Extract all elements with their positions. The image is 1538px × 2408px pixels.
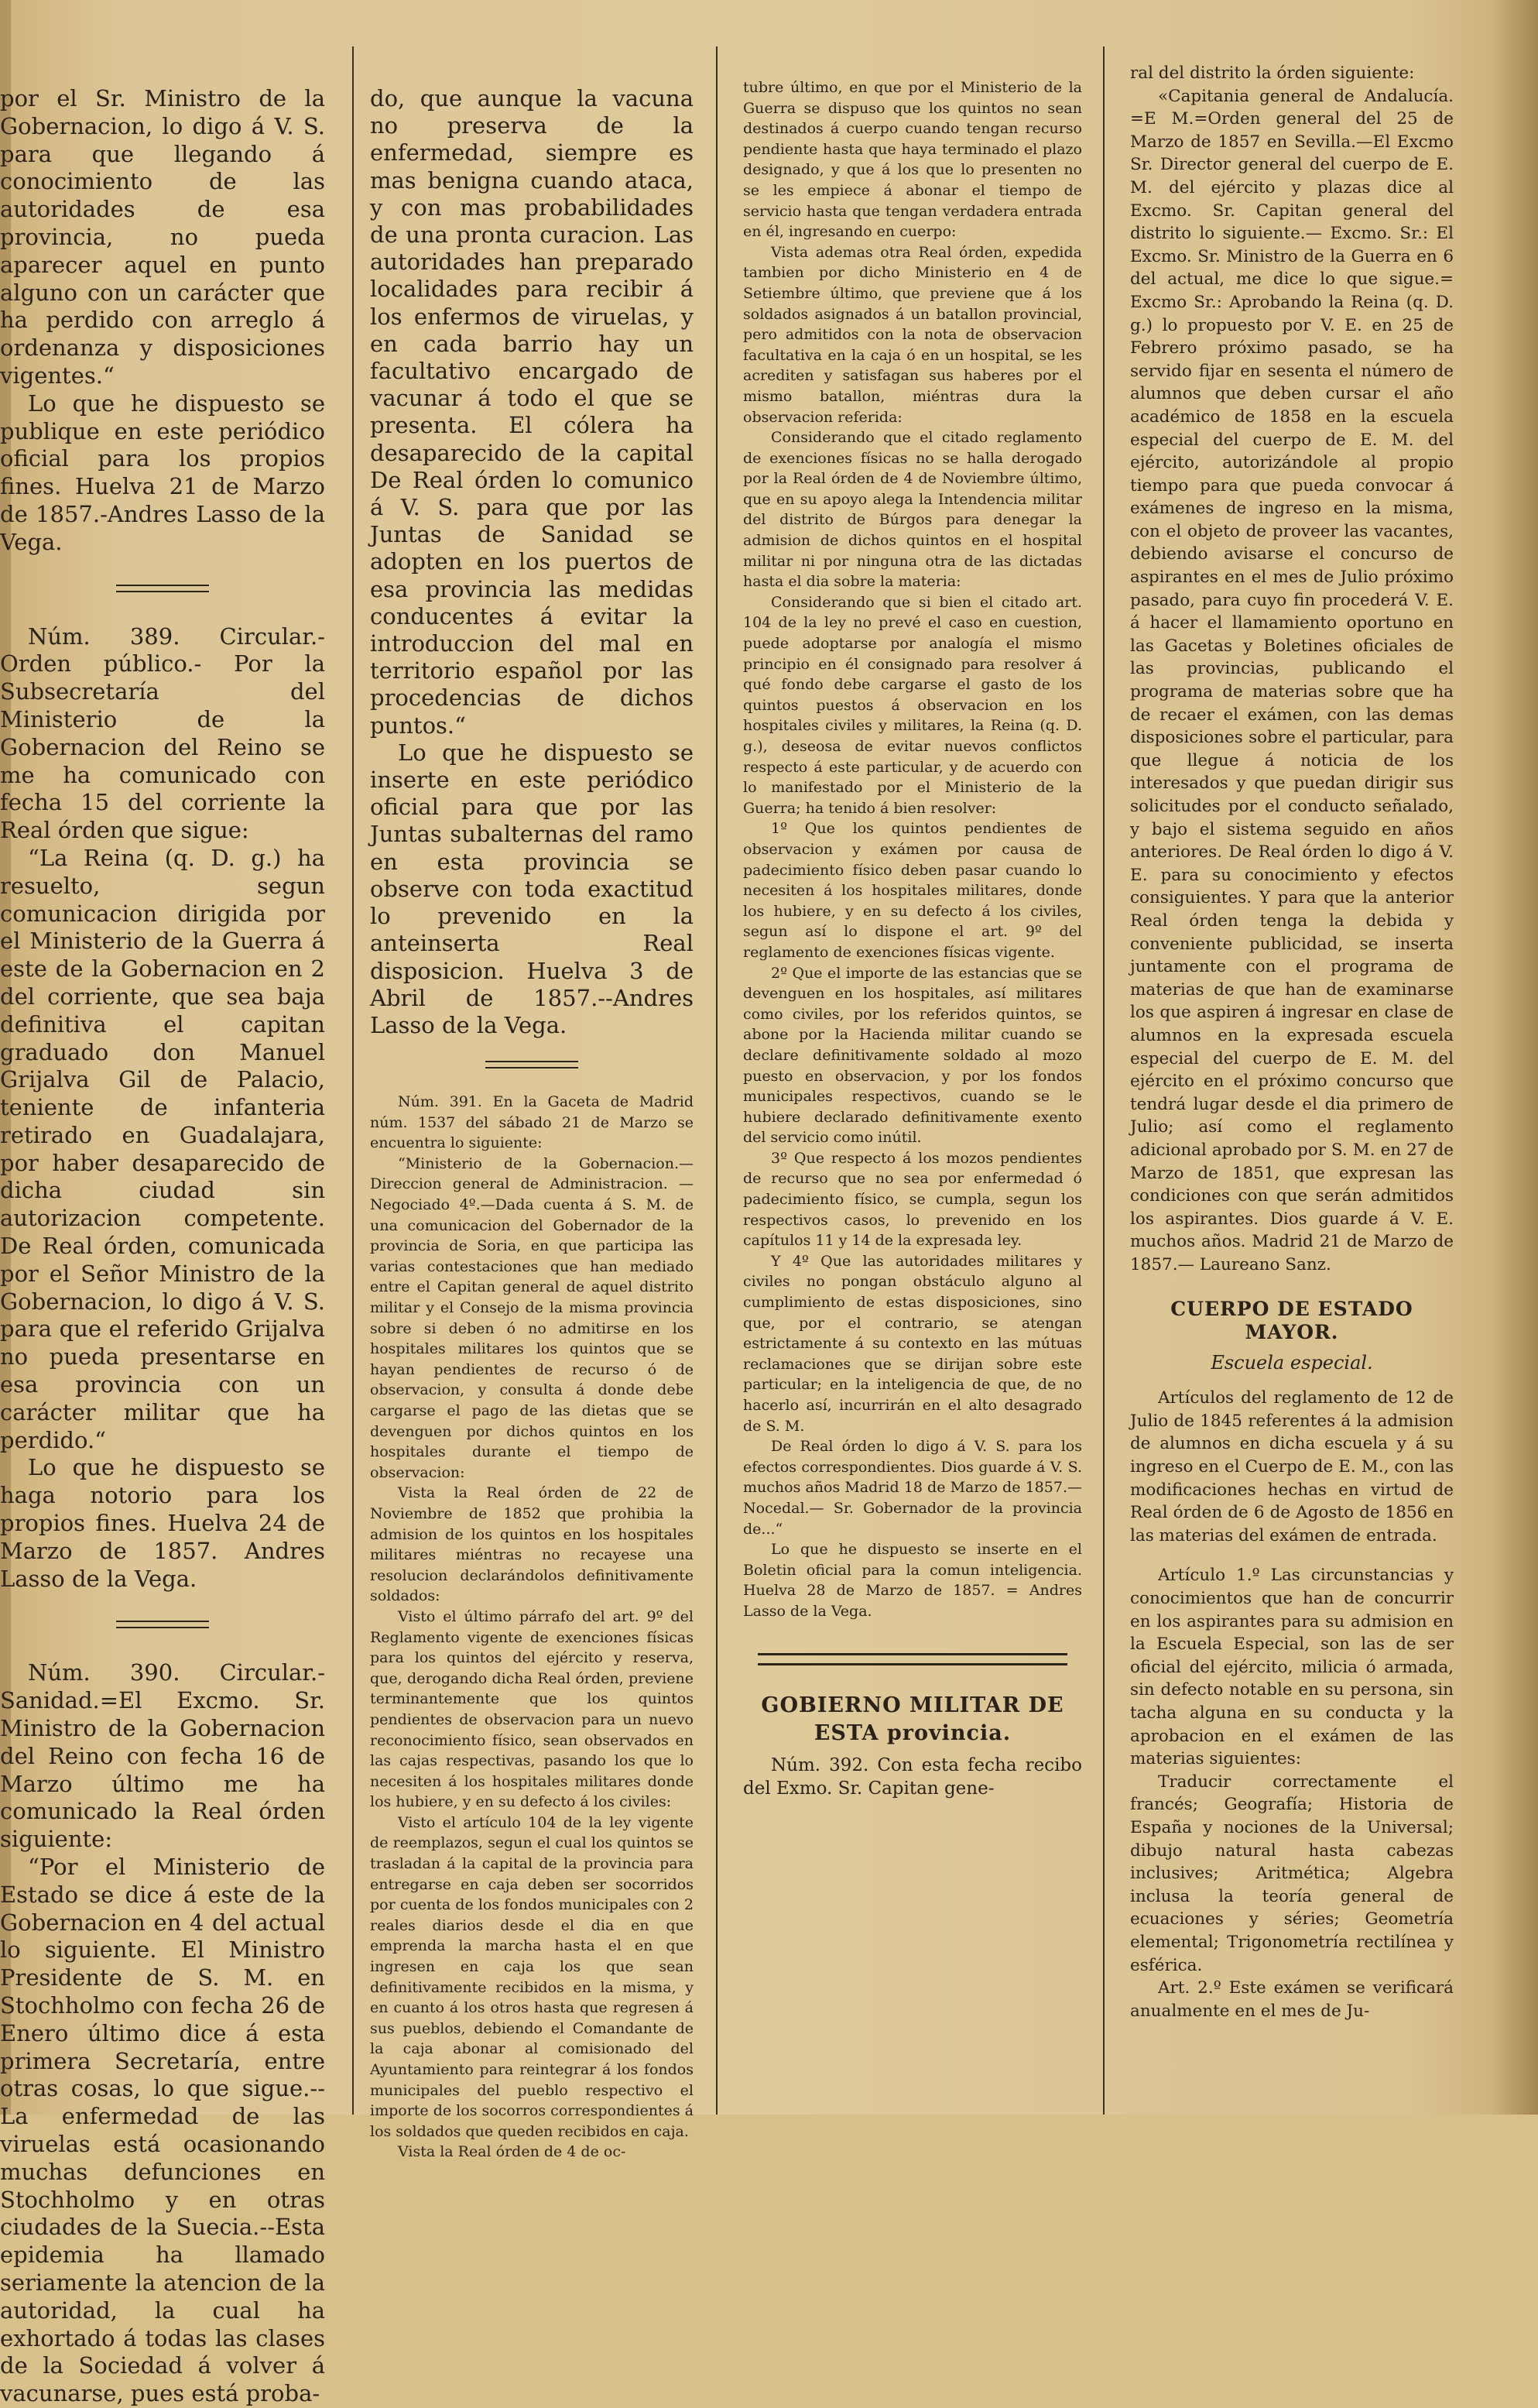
paragraph: «Capitania general de Andalucía. =E M.=Orden general del 25 de Marzo de 1857 en Sevilla.—El Excmo Sr. Director general del cuerpo de E. M. del ejército y plazas dice al Excmo. Sr. Capitan general del distrito lo siguiente.— Excmo. Sr.: El Excmo. Sr. Ministro de la Guerra en 6 del actual, me dice lo que sigue.= Excmo Sr.: Aprobando la Reina (q. D. g.) lo propuesto por V. E. en 25 de Febrero próximo pasado, se ha servido fijar en sesenta el número de alumnos que deben cursar el año académico de 1858 en la escuela especial del cuerpo de E. M. del ejército, autorizándole al propio tiempo para que pueda convocar á exámenes de ingreso en la misma, con el objeto de proveer las vacantes, debiendo avisarse el concurso de aspirantes en el mes de Julio próximo pasado, para cuyo fin procederá V. E. á hacer el llamamiento oportuno en las Gacetas y Boletines oficiales de las provincias, publicando el programa de materias sobre que ha de recaer el exámen, con las demas disposiciones sobre el particular, para que llegue á noticia de los interesados y que puedan dirigir sus solicitudes por el conducto señalado, y bajo el sistema seguido en años anteriores. De Real órden lo digo á V. E. para su conocimiento y efectos consiguientes. Y para que la anterior Real órden tenga la debida y conveniente publicidad, se inserta juntamente con el programa de materias de que han de examinarse los que aspiren á ingresar en clase de alumnos en la expresada escuela especial del cuerpo de E. M. del ejército en el próximo concurso que tendrá lugar desde el dia primero de Julio; así como el reglamento adicional aprobado por S. M. en 27 de Marzo de 1851, que expresan las condiciones con que serán admitidos los aspirantes. Dios guarde á V. E. muchos años. Madrid 21 de Marzo de 1857.— Laureano Sanz. — [1130, 86, 1454, 1274]
paragraph: Vista ademas otra Real órden, expedida tambien por dicho Ministerio en 4 de Setiembre último, que previene que á los soldados asignados á un batallon provincial, pero admitidos con la nota de observacion facultativa en la caja ó en un hospital, se les acrediten y satisfagan sus haberes por el mismo batallon, miéntras dura la observacion referida: — [743, 243, 1082, 426]
paragraph: Núm. 392. Con esta fecha recibo del Exmo. Sr. Capitan gene- — [743, 1755, 1082, 1799]
section-divider — [116, 585, 209, 592]
paragraph: Vista la Real órden de 22 de Noviembre de 1852 que prohibia la admision de los quintos en los hospitales militares miéntras no recayese una resolucion declarándolos definitivamente soldados: — [370, 1484, 694, 1605]
paragraph: tubre último, en que por el Ministerio de la Guerra se dispuso que los quintos no sean destinados á cuerpo cuando tengan recurso pendiente hasta que haya terminado el plazo designado, y que á los que lo presenten no se les empiece á abonar el tiempo de servicio hasta que tengan verdadera entrada en él, ingresando en cuerpo: — [743, 79, 1082, 241]
column-rule — [716, 46, 718, 2115]
paragraph: Núm. 389. Circular.-Orden público.- Por la Subsecretaría del Ministerio de la Gobernacion del Reino se me ha comunicado con fecha 15 del corriente la Real órden que sigue: — [0, 623, 325, 844]
paragraph: por el Sr. Ministro de la Gobernacion, lo digo á V. S. para que llegando á conocimiento de las autoridades de esa provincia, no pueda aparecer aquel en punto alguno con un carácter que ha perdido con arreglo á ordenanza y disposiciones vigentes.“ — [0, 85, 325, 389]
paragraph: Lo que he dispuesto se inserte en el Boletin oficial para la comun inteligencia. Huelva 28 de Marzo de 1857. = Andres Lasso de la Vega. — [743, 1541, 1082, 1620]
paragraph: “Por el Ministerio de Estado se dice á este de la Gobernacion en 4 del actual lo siguiente. El Ministro Presidente de S. M. en Stochholmo con fecha 26 de Enero último dice á esta primera Secretaría, entre otras cosas, lo que sigue.--La enfermedad de las viruelas está ocasionando muchas defunciones en Stochholmo y en otras ciudades de la Suecia.--Esta epidemia ha llamado seriamente la atencion de la autoridad, la cual ha exhortado á todas las clases de la Sociedad á volver á vacunarse, pues está proba- — [0, 1854, 325, 2407]
column-2 — [370, 85, 694, 2163]
paragraph: Lo que he dispuesto se haga notorio para los propios fines. Huelva 24 de Marzo de 1857. Andres Lasso de la Vega. — [0, 1454, 325, 1592]
section-subheading: Escuela especial. — [1211, 1351, 1373, 1374]
paragraph: Y 4º Que las autoridades militares y civiles no pongan obstáculo alguno al cumplimiento de estas disposiciones, sino que, por el contrario, se atengan estrictamente á su contexto en las mútuas reclamaciones que se dirijan sobre este particular; en la inteligencia de que, de no hacerlo así, incurrirán en el alto desagrado de S. M. — [743, 1252, 1082, 1435]
paragraph: Considerando que si bien el citado art. 104 de la ley no prevé el caso en cuestion, puede adoptarse por analogía el mismo principio en él consignado para resolver á qué fondo debe cargarse el gasto de los quintos puestos á observacion en los hospitales civiles y militares, la Reina (q. D. g.), deseosa de evitar nuevos conflictos respecto á este particular, y de acuerdo con lo manifestado por el Ministerio de la Guerra; ha tenido á bien resolver: — [743, 593, 1082, 817]
paragraph: Artículo 1.º Las circunstancias y conocimientos que han de concurrir en los aspirantes para su admision en la Escuela Especial, son las de ser oficial del ejército, milicia ó armada, sin defecto notable en su persona, sin tacha alguna en su conducta y la aprobacion en el exámen de las materias siguientes: — [1130, 1566, 1454, 1769]
page-shadow-right — [1492, 0, 1538, 2115]
paragraph: 3º Que respecto á los mozos pendientes de recurso que no sea por enfermedad ó padecimiento físico, se cumpla, segun los respectivos casos, lo prevenido en los capítulos 11 y 14 de la expresada ley. — [743, 1149, 1082, 1250]
section-divider — [116, 1621, 209, 1628]
paragraph: do, que aunque la vacuna no preserva de la enfermedad, siempre es mas benigna cuando ataca, y con mas probabilidades de una pronta curacion. Las autoridades han preparado localidades para recibir á los enfermos de viruelas, y en cada barrio hay un facultativo encargado de vacunar á todo el que se presenta. El cólera ha desaparecido de la capital De Real órden lo comunico á V. S. para que por las Juntas de Sanidad se adopten en los puertos de esa provincia las medidas conducentes á evitar la introduccion del mal en territorio español por las procedencias de dichos puntos.“ — [370, 85, 694, 739]
column-rule — [1103, 46, 1105, 2115]
paragraph: Lo que he dispuesto se publique en este periódico oficial para los propios fines. Huelva 21 de Marzo de 1857.-Andres Lasso de la Vega. — [0, 389, 325, 555]
paragraph: Visto el artículo 104 de la ley vigente de reemplazos, segun el cual los quintos se trasladan á la capital de la provincia para entregarse en caja deben ser socorridos por cuenta de los fondos municipales con 2 reales diarios desde el dia en que emprenda la marcha hasta el en que ingresen en caja los que sean definitivamente recibidos en la misma, y en cuanto á los otros hasta que regresen á sus pueblos, debiendo el Comandante de la caja abonar al comisionado del Ayuntamiento para reintegrar á los fondos municipales del pueblo respectivo el importe de los socorros correspondientes á los soldados que queden recibidos en caja. — [370, 1813, 694, 2140]
paragraph: Visto el último párrafo del art. 9º del Reglamento vigente de exenciones físicas para los quintos del ejército y reserva, que, derogando dicha Real órden, previene terminantemente que los quintos pendientes de observacion para un nuevo reconocimiento físico, sean observados en las cajas respectivas, pasando los que lo necesiten á los hospitales militares donde los hubiere, y en su defecto á los civiles: — [370, 1607, 694, 1811]
paragraph: Lo que he dispuesto se inserte en este periódico oficial para que por las Juntas subalternas del ramo en esta provincia se observe con toda exactitud lo prevenido en la anteinserta Real disposicion. Huelva 3 de Abril de 1857.--Andres Lasso de la Vega. — [370, 739, 694, 1038]
paragraph: ral del distrito la órden siguiente: — [1130, 63, 1415, 83]
paragraph: Vista la Real órden de 4 de oc- — [398, 2143, 626, 2161]
paragraph: “Ministerio de la Gobernacion.— Direccion general de Administracion. —Negociado 4º.—Dada cuenta á S. M. de una comunicacion del Gobernador de la provincia de Soria, en que participa las varias contestaciones que han mediado entre el Capitan general de aquel distrito militar y el Consejo de la misma provincia sobre si deben ó no admitirse en los hospitales militares los quintos que se hayan pendientes de recurso ó de observacion, y consulta á donde debe cargarse el pago de las dietas que se devenguen por dichos quintos en los hospitales durante el tiempo de observacion: — [370, 1154, 694, 1481]
paragraph: Núm. 390. Circular.-Sanidad.=El Excmo. Sr. Ministro de la Gobernacion del Reino con fecha 16 de Marzo último me ha comunicado la Real órden siguiente: — [0, 1659, 325, 1853]
section-divider — [485, 1061, 578, 1069]
paragraph: Considerando que el citado reglamento de exenciones físicas no se halla derogado por la Real órden de 4 de Noviembre último, que en su apoyo alega la Intendencia militar del distrito de Búrgos para denegar la admision de dichos quintos en el hospital militar ni por ninguna otra de las dictadas hasta el dia sobre la materia: — [743, 429, 1082, 591]
paragraph: 2º Que el importe de las estancias que se devenguen en los hospitales, así militares como civiles, por los referidos quintos, se abone por la Hacienda militar cuando se declare definitivamente soldado al mozo puesto en observacion, y por los fondos municipales respectivos, cuando se le hubiere declarado definitivamente exento del servicio como inútil. — [743, 964, 1082, 1147]
paragraph: “La Reina (q. D. g.) ha resuelto, segun comunicacion dirigida por el Ministerio de la Guerra á este de la Gobernacion en 2 del corriente, que sea baja definitiva el capitan graduado don Manuel Grijalva Gil de Palacio, teniente de infanteria retirado en Guadalajara, por haber desaparecido de dicha ciudad sin autorizacion competente. De Real órden, comunicada por el Señor Ministro de la Gobernacion, lo digo á V. S. para que el referido Grijalva no pueda presentarse en esa provincia con un carácter militar que ha perdido.“ — [0, 844, 325, 1453]
column-3 — [743, 77, 1082, 1800]
paragraph: De Real órden lo digo á V. S. para los efectos correspondientes. Dios guarde á V. S. muchos años Madrid 18 de Marzo de 1857.—Nocedal.— Sr. Gobernador de la provincia de...“ — [743, 1438, 1082, 1538]
section-divider — [758, 1653, 1067, 1665]
column-rule — [352, 46, 354, 2115]
paragraph: Núm. 391. En la Gaceta de Madrid núm. 1537 del sábado 21 de Marzo se encuentra lo siguiente: — [370, 1093, 694, 1152]
paragraph: Traducir correctamente el francés; Geografía; Historia de España y nociones de la Universal; dibujo natural hasta cabezas inclusives; Aritmética; Algebra inclusa la teoría general de ecuaciones y séries; Geometría elemental; Trigonometría rectilínea y esférica. — [1130, 1772, 1454, 1975]
column-4 — [1130, 62, 1454, 2022]
section-heading: CUERPO DE ESTADO MAYOR. — [1170, 1298, 1413, 1344]
section-heading: GOBIERNO MILITAR DE ESTA provincia. — [761, 1693, 1064, 1745]
paragraph: 1º Que los quintos pendientes de observacion y exámen por causa de padecimiento físico deben pasar cuando lo necesiten á los hospitales militares, donde los hubiere, y en su defecto á los civiles, segun así lo dispone el art. 9º del reglamento de exenciones físicas vigente. — [743, 820, 1082, 961]
paragraph: Art. 2.º Este exámen se verificará anualmente en el mes de Ju- — [1130, 1978, 1454, 2021]
paragraph: Artículos del reglamento de 12 de Julio de 1845 referentes á la admision de alumnos en dicha escuela y á su ingreso en el Cuerpo de E. M., con las modificaciones hechas en virtud de Real órden de 6 de Agosto de 1856 en las materias del exámen de entrada. — [1130, 1388, 1454, 1545]
column-1 — [0, 85, 325, 2408]
